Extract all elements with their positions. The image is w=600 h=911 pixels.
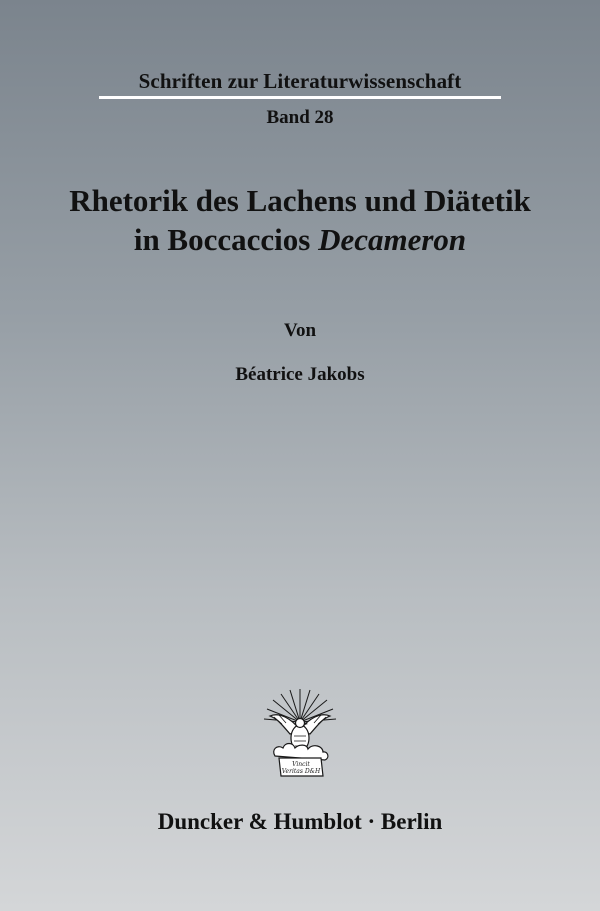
volume-number: Band 28 — [266, 107, 334, 128]
book-title-line-2 — [0, 220, 600, 259]
publisher-name: Duncker & Humblot · Berlin — [157, 809, 443, 834]
series-title: Schriften zur Literaturwissenschaft — [138, 69, 462, 93]
publisher-eagle-logo — [261, 686, 339, 782]
book-title-line-2-prefix: in Boccaccios — [133, 222, 319, 257]
logo-motto-line-2: Veritas D&H — [281, 768, 321, 775]
series-divider — [99, 96, 501, 99]
logo-motto-line-1: Vincit — [292, 761, 310, 768]
book-title-italic: Decameron — [318, 222, 467, 257]
author-name: Béatrice Jakobs — [235, 364, 365, 385]
book-title — [0, 181, 600, 259]
book-title-line-1: Rhetorik des Lachens und Diätetik — [69, 183, 531, 218]
by-label: Von — [283, 320, 317, 341]
